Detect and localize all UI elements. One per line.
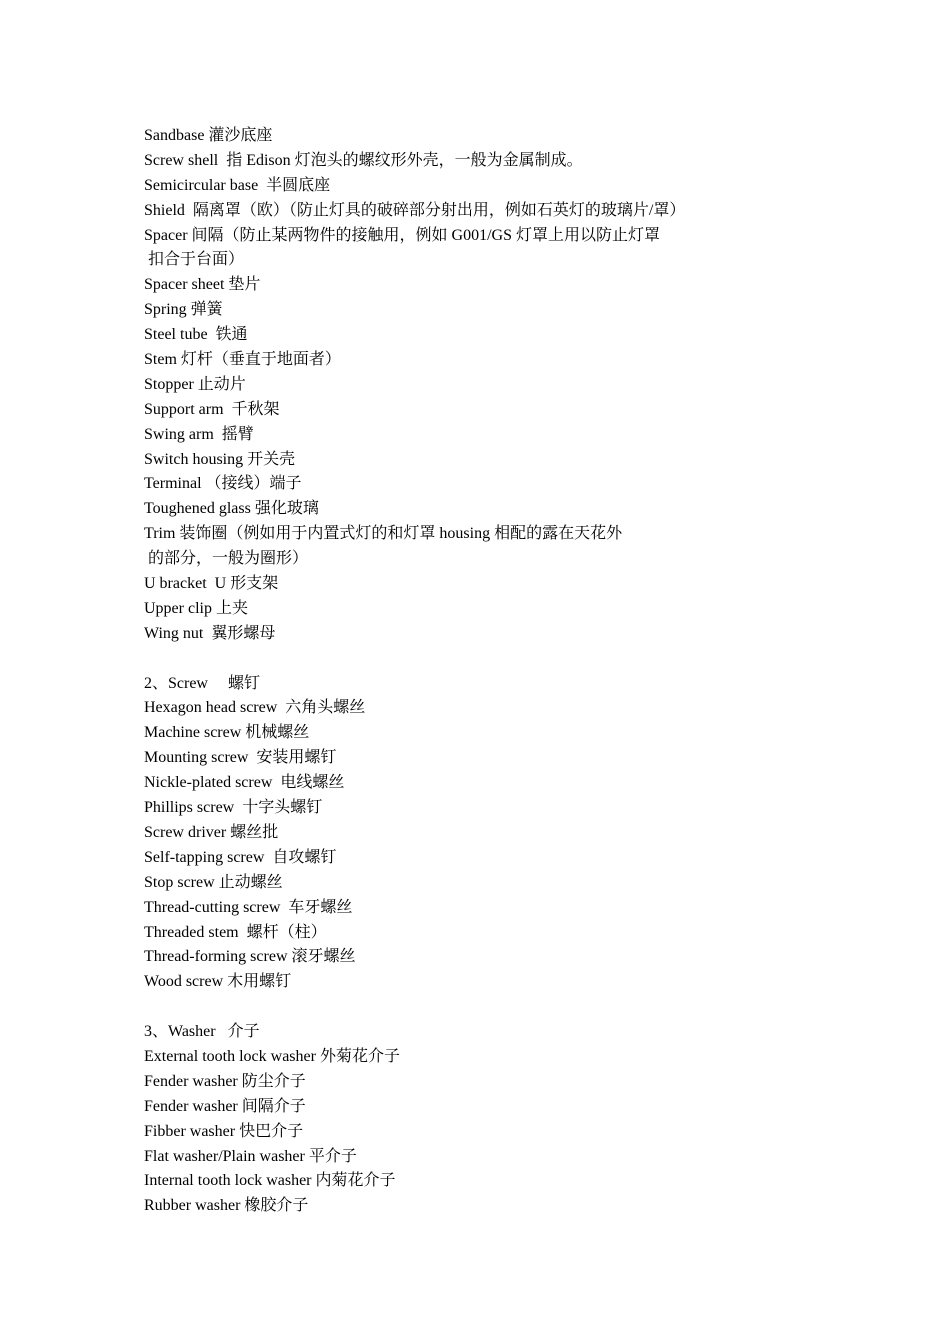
glossary-entry: Stopper 止动片 (144, 375, 246, 393)
glossary-entry: Switch housing 开关壳 (144, 450, 296, 468)
glossary-entry: Wing nut 翼形螺母 (144, 624, 276, 642)
glossary-entry: Wood screw 木用螺钉 (144, 973, 292, 991)
glossary-entry: Rubber washer 橡胶介子 (144, 1197, 309, 1215)
glossary-entry: Shield 隔离罩（欧）（防止灯具的破碎部分射出用，例如石英灯的玻璃片/罩） (144, 201, 686, 219)
glossary-entry: Semicircular base 半圆底座 (144, 176, 331, 194)
glossary-entry: Mounting screw 安装用螺钉 (144, 749, 337, 767)
glossary-entry: 扣合于台面） (144, 251, 245, 269)
glossary-entry: Steel tube 铁通 (144, 326, 248, 344)
glossary-entry: Spacer sheet 垫片 (144, 276, 261, 294)
glossary-entry: Fender washer 间隔介子 (144, 1097, 306, 1115)
glossary-entry: Machine screw 机械螺丝 (144, 724, 310, 742)
glossary-entry: Threaded stem 螺杆（柱） (144, 923, 327, 941)
blank-line (144, 647, 844, 672)
glossary-entry: Stem 灯杆（垂直于地面者） (144, 351, 341, 369)
section-heading-washer: 3、Washer 介子 (144, 1023, 260, 1041)
glossary-entry: Support arm 千秋架 (144, 400, 280, 418)
glossary-entry: Nickle-plated screw 电线螺丝 (144, 774, 345, 792)
glossary-entry: U bracket U 形支架 (144, 575, 279, 593)
glossary-entry: Thread-cutting screw 车牙螺丝 (144, 898, 353, 916)
glossary-entry: Trim 装饰圈（例如用于内置式灯的和灯罩 housing 相配的露在天花外 (144, 525, 623, 543)
glossary-section-screw (144, 696, 844, 995)
glossary-section-parts (144, 124, 844, 647)
glossary-entry: Internal tooth lock washer 内菊花介子 (144, 1172, 396, 1190)
glossary-entry: Fibber washer 快巴介子 (144, 1122, 304, 1140)
glossary-entry: Phillips screw 十字头螺钉 (144, 799, 323, 817)
glossary-entry: Sandbase 灌沙底座 (144, 127, 273, 144)
glossary-section-washer (144, 1045, 844, 1219)
glossary-entry: Self-tapping screw 自攻螺钉 (144, 848, 337, 866)
glossary-entry: Spacer 间隔（防止某两物件的接触用，例如 G001/GS 灯罩上用以防止灯罩 (144, 226, 660, 244)
glossary-entry: Upper clip 上夹 (144, 599, 248, 617)
glossary-entry: Flat washer/Plain washer 平介子 (144, 1147, 357, 1165)
glossary-entry: Screw shell 指 Edison 灯泡头的螺纹形外壳，一般为金属制成。 (144, 151, 583, 169)
glossary-entry: Terminal （接线）端子 (144, 475, 302, 493)
glossary-entry: Fender washer 防尘介子 (144, 1072, 306, 1090)
glossary-entry: Stop screw 止动螺丝 (144, 873, 283, 891)
glossary-entry: Screw driver 螺丝批 (144, 823, 279, 841)
glossary-entry: Spring 弹簧 (144, 301, 223, 319)
glossary-entry: Swing arm 摇臂 (144, 425, 254, 443)
blank-line (144, 995, 844, 1020)
glossary-entry: Thread-forming screw 滚牙螺丝 (144, 948, 356, 966)
section-heading-screw: 2、Screw 螺钉 (144, 674, 260, 692)
glossary-entry: 的部分，一般为圈形） (144, 550, 309, 568)
glossary-entry: External tooth lock washer 外菊花介子 (144, 1047, 400, 1065)
document-page (144, 124, 844, 1219)
glossary-entry: Toughened glass 强化玻璃 (144, 500, 319, 518)
glossary-entry: Hexagon head screw 六角头螺丝 (144, 699, 366, 717)
